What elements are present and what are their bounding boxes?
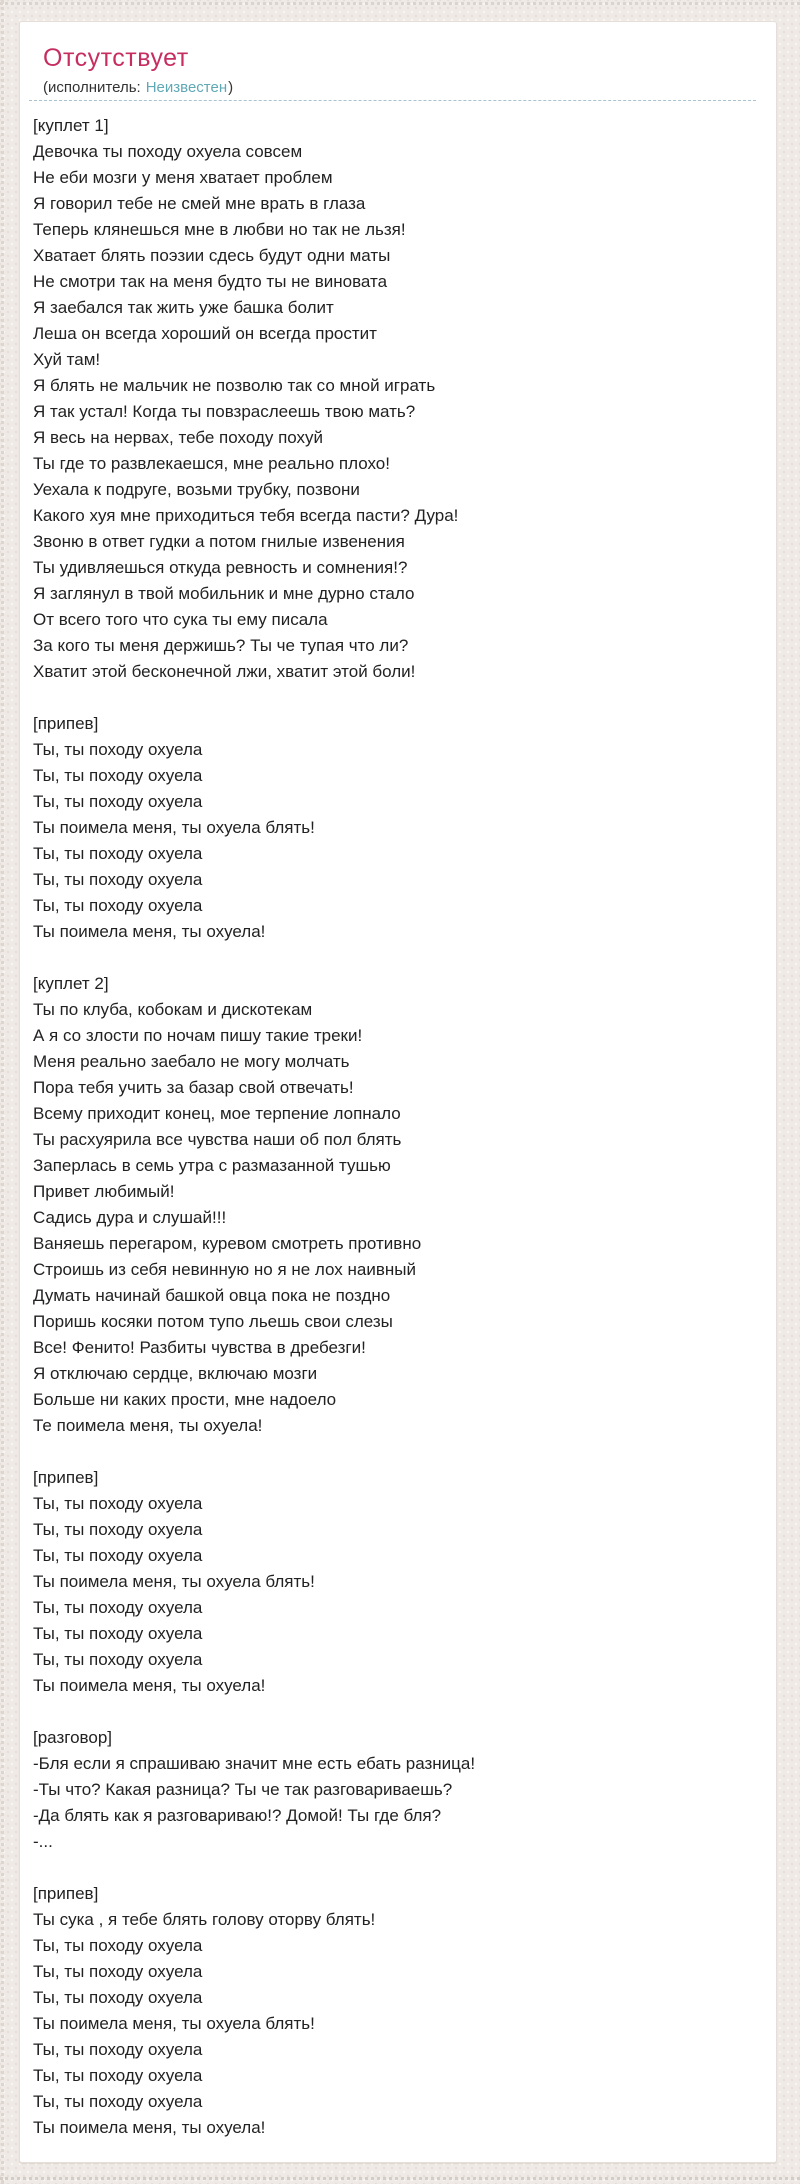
lyric-line: Ты, ты походу охуела	[33, 1962, 203, 1981]
song-header	[20, 22, 776, 98]
lyric-line: Ты поимела меня, ты охуела!	[33, 922, 266, 941]
lyric-line: Ты, ты походу охуела	[33, 1598, 203, 1617]
lyric-line: Ты, ты походу охуела	[33, 1650, 203, 1669]
lyric-line: Думать начинай башкой овца пока не поздно	[33, 1286, 391, 1305]
lyrics-stanza	[33, 971, 756, 1439]
lyric-line: Ты удивляешься откуда ревность и сомнения!?	[33, 558, 408, 577]
lyric-line: Ты, ты походу охуела	[33, 2066, 203, 2085]
lyric-line: Ты поимела меня, ты охуела блять!	[33, 1572, 315, 1591]
lyric-line: -Да блять как я разговариваю!? Домой! Ты где бля?	[33, 1806, 442, 1825]
lyrics-stanza	[33, 1725, 756, 1855]
lyric-line: [припев]	[33, 1468, 99, 1487]
lyric-line: От всего того что сука ты ему писала	[33, 610, 328, 629]
lyric-line: Леша он всегда хороший он всегда простит	[33, 324, 377, 343]
lyric-line: Я блять не мальчик не позволю так со мной играть	[33, 376, 436, 395]
lyric-line: Ты расхуярила все чувства наши об пол блять	[33, 1130, 402, 1149]
lyric-line: Уехала к подруге, возьми трубку, позвони	[33, 480, 360, 499]
lyric-line: Ты сука , я тебе блять голову оторву блять!	[33, 1910, 376, 1929]
lyric-line: Я заглянул в твой мобильник и мне дурно стало	[33, 584, 415, 603]
lyric-line: Звоню в ответ гудки а потом гнилые извенения	[33, 532, 405, 551]
lyric-line: Не смотри так на меня будто ты не виновата	[33, 272, 388, 291]
lyric-line: Девочка ты походу охуела совсем	[33, 142, 303, 161]
texture-edge-left	[1, 0, 4, 2184]
lyric-line: Не еби мозги у меня хватает проблем	[33, 168, 333, 187]
lyric-line: За кого ты меня держишь? Ты че тупая что ли?	[33, 636, 409, 655]
lyric-line: Пора тебя учить за базар свой отвечать!	[33, 1078, 354, 1097]
lyric-line: [разговор]	[33, 1728, 112, 1747]
lyric-line: Я весь на нервах, тебе походу похуй	[33, 428, 324, 447]
lyric-line: Те поимела меня, ты охуела!	[33, 1416, 263, 1435]
lyric-line: А я со злости по ночам пишу такие треки!	[33, 1026, 363, 1045]
lyric-line: Я говорил тебе не смей мне врать в глаза	[33, 194, 366, 213]
lyric-line: [куплет 2]	[33, 974, 109, 993]
artist-suffix: )	[228, 79, 234, 96]
lyric-line: Ты, ты походу охуела	[33, 844, 203, 863]
lyrics-text	[20, 101, 776, 2162]
lyric-line: Ты поимела меня, ты охуела!	[33, 1676, 266, 1695]
lyric-line: Хватит этой бесконечной лжи, хватит этой боли!	[33, 662, 416, 681]
lyric-line: Теперь клянешься мне в любви но так не льзя!	[33, 220, 406, 239]
lyric-line: Какого хуя мне приходиться тебя всегда пасти? Дура!	[33, 506, 459, 525]
lyric-line: Ты, ты походу охуела	[33, 1988, 203, 2007]
lyric-line: Ты, ты походу охуела	[33, 1624, 203, 1643]
lyric-line: Все! Фенито! Разбиты чувства в дребезги!	[33, 1338, 366, 1357]
lyric-line: Привет любимый!	[33, 1182, 175, 1201]
lyric-line: Ты, ты походу охуела	[33, 1520, 203, 1539]
lyric-line: Заперлась в семь утра с размазанной тушью	[33, 1156, 391, 1175]
lyric-line: Ты, ты походу охуела	[33, 1546, 203, 1565]
lyric-line: Я отключаю сердце, включаю мозги	[33, 1364, 318, 1383]
song-title: Отсутствует	[43, 44, 189, 72]
lyric-line: -Бля если я спрашиваю значит мне есть ебать разница!	[33, 1754, 476, 1773]
lyric-line: Ты, ты походу охуела	[33, 896, 203, 915]
lyric-line: [припев]	[33, 1884, 99, 1903]
lyric-line: Я заебался так жить уже башка болит	[33, 298, 334, 317]
artist-label: (исполнитель:	[43, 79, 141, 96]
lyrics-stanza	[33, 113, 756, 685]
lyric-line: -Ты что? Какая разница? Ты че так разговариваешь?	[33, 1780, 453, 1799]
lyric-line: Ты поимела меня, ты охуела блять!	[33, 2014, 315, 2033]
lyric-line: Ты, ты походу охуела	[33, 766, 203, 785]
lyric-line: [куплет 1]	[33, 116, 109, 135]
lyrics-stanza	[33, 1881, 756, 2141]
texture-edge-top	[0, 2, 800, 5]
lyric-line: Ты, ты походу охуела	[33, 2092, 203, 2111]
lyric-line: Ваняешь перегаром, куревом смотреть противно	[33, 1234, 422, 1253]
artist-link[interactable]: Неизвестен	[145, 79, 228, 96]
lyric-line: Ты поимела меня, ты охуела!	[33, 2118, 266, 2137]
lyric-line: Всему приходит конец, мое терпение лопнало	[33, 1104, 401, 1123]
lyrics-card	[19, 21, 777, 2163]
lyrics-stanza	[33, 711, 756, 945]
lyric-line: Ты, ты походу охуела	[33, 1936, 203, 1955]
lyric-line: Ты, ты походу охуела	[33, 2040, 203, 2059]
lyrics-stanza	[33, 1465, 756, 1699]
lyric-line: [припев]	[33, 714, 99, 733]
lyric-line: Ты, ты походу охуела	[33, 740, 203, 759]
lyric-line: Хватает блять поэзии сдесь будут одни маты	[33, 246, 391, 265]
texture-edge-bottom	[0, 2177, 800, 2180]
lyric-line: Садись дура и слушай!!!	[33, 1208, 227, 1227]
lyric-line: Ты, ты походу охуела	[33, 792, 203, 811]
lyric-line: Ты поимела меня, ты охуела блять!	[33, 818, 315, 837]
lyric-line: Ты по клуба, кобокам и дискотекам	[33, 1000, 313, 1019]
lyric-line: Ты где то развлекаешся, мне реально плохо!	[33, 454, 390, 473]
lyric-line: Строишь из себя невинную но я не лох наивный	[33, 1260, 417, 1279]
lyric-line: Я так устал! Когда ты повзраслеешь твою мать?	[33, 402, 416, 421]
lyric-line: Ты, ты походу охуела	[33, 870, 203, 889]
artist-line	[43, 78, 756, 98]
lyric-line: -...	[33, 1832, 53, 1851]
lyric-line: Хуй там!	[33, 350, 101, 369]
lyric-line: Меня реально заебало не могу молчать	[33, 1052, 350, 1071]
lyric-line: Ты, ты походу охуела	[33, 1494, 203, 1513]
lyric-line: Поришь косяки потом тупо льешь свои слезы	[33, 1312, 393, 1331]
lyric-line: Больше ни каких прости, мне надоело	[33, 1390, 337, 1409]
